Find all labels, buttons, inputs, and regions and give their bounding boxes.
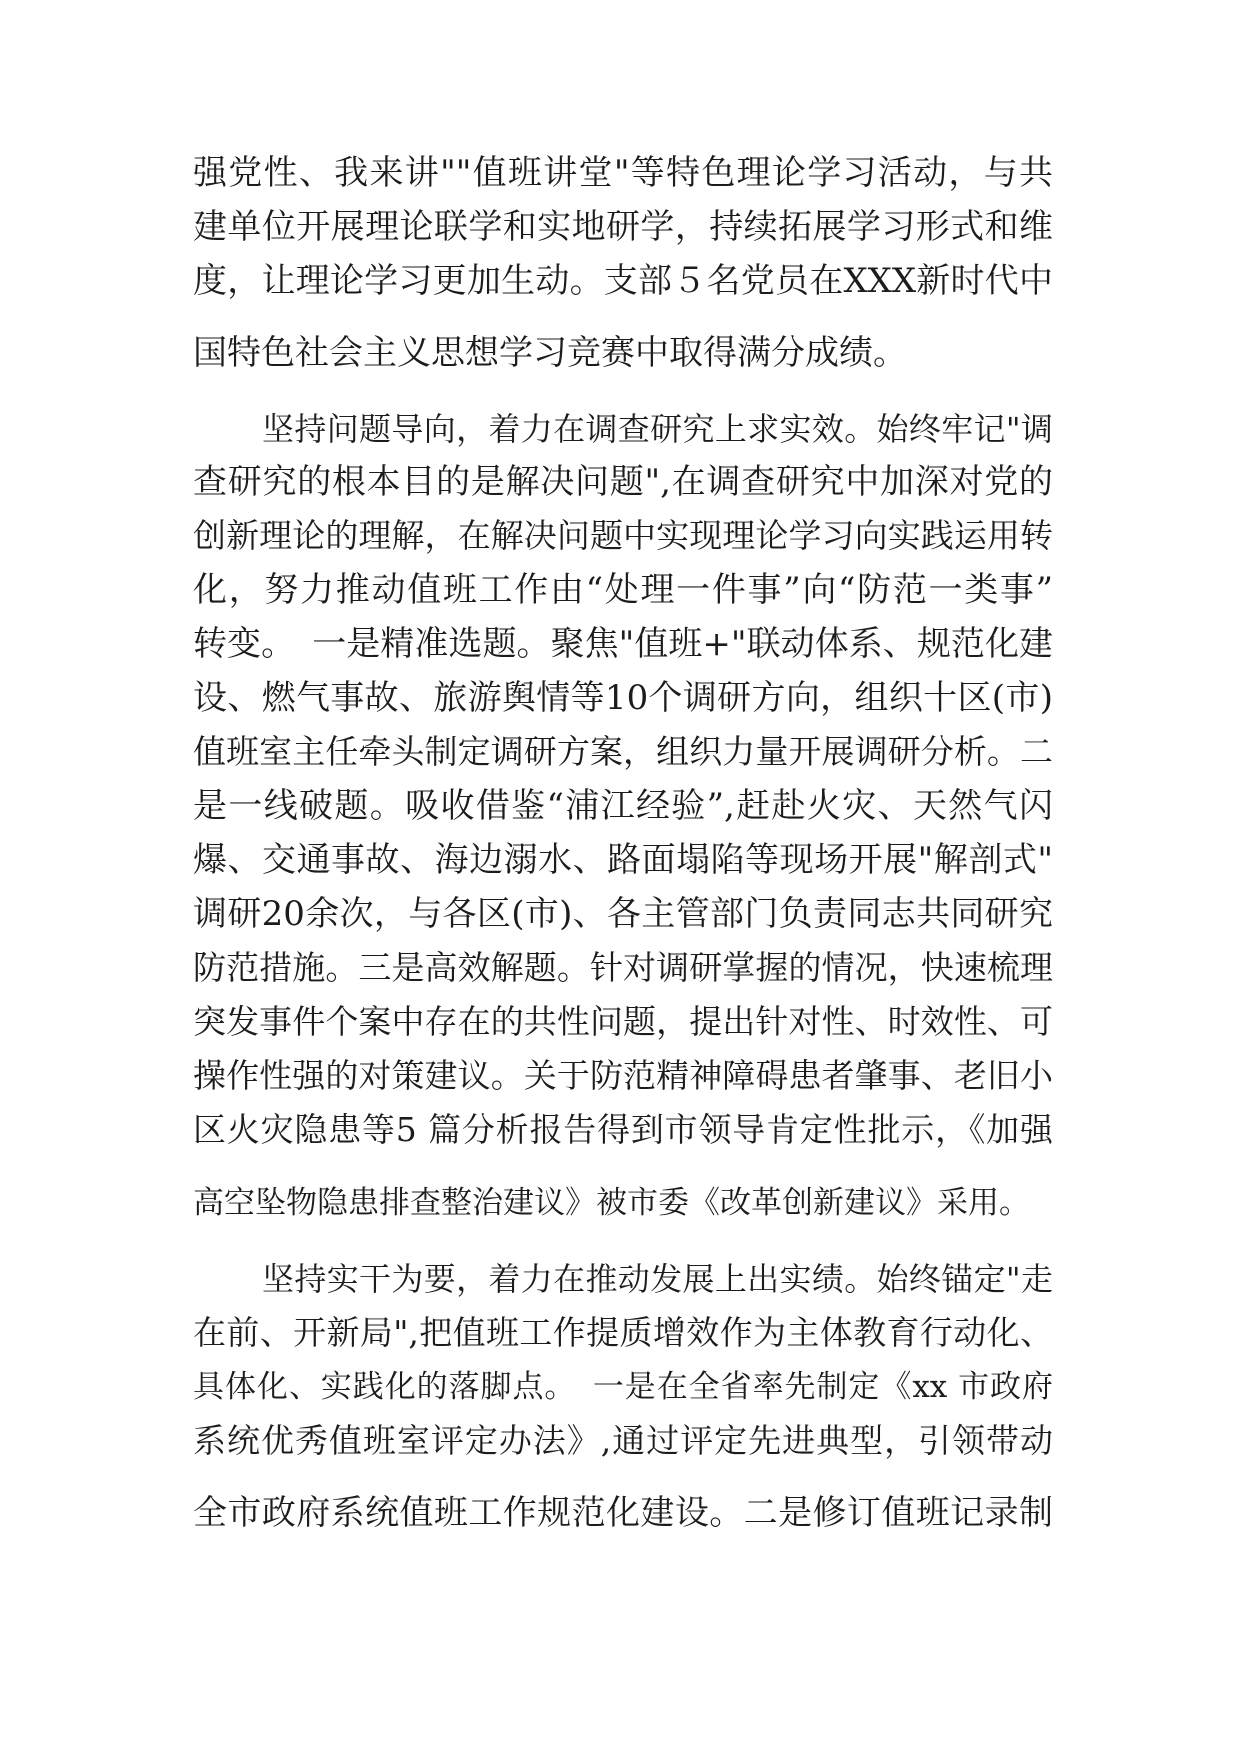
text-line: 设、燃气事故、旅游舆情等10个调研方向，组织十区(市) xyxy=(193,678,1053,718)
text-line: 强党性、我来讲""值班讲堂"等特色理论学习活动，与共 xyxy=(193,153,1053,193)
text-line: 调研20余次，与各区(市)、各主管部门负责同志共同研究 xyxy=(193,894,1053,934)
text-line: 区火灾隐患等5 篇分析报告得到市领导肯定性批示，《加强 xyxy=(193,1110,1053,1149)
text-line: 防范措施。三是高效解题。针对调研掌握的情况，快速梳理 xyxy=(193,948,1053,987)
text-line: 查研究的根本目的是解决问题",在调查研究中加深对党的 xyxy=(193,462,1053,502)
text-line: 具体化、实践化的落脚点。 一是在全省率先制定《xx 市政府 xyxy=(193,1369,1053,1405)
text-line: 化，努力推动值班工作由“处理一件事”向“防范一类事” xyxy=(193,570,1053,610)
text-line: 转变。 一是精准选题。聚焦"值班+"联动体系、规范化建 xyxy=(193,624,1053,664)
text-line: 全市政府系统值班工作规范化建设。二是修订值班记录制 xyxy=(193,1493,1053,1533)
text-line: 度，让理论学习更加生动。支部５名党员在XXX新时代中 xyxy=(193,261,1053,301)
text-line: 系统优秀值班室评定办法》,通过评定先进典型，引领带动 xyxy=(193,1421,1053,1460)
text-line: 创新理论的理解，在解决问题中实现理论学习向实践运用转 xyxy=(193,516,1053,555)
paragraph-first-line: 坚持实干为要，着力在推动发展上出实绩。始终锚定"走 xyxy=(262,1260,1053,1298)
text-line: 高空坠物隐患排查整治建议》被市委《改革创新建议》采用。 xyxy=(193,1185,1030,1221)
text-line: 值班室主任牵头制定调研方案，组织力量开展调研分析。二 xyxy=(193,732,1053,771)
text-line: 建单位开展理论联学和实地研学，持续拓展学习形式和维 xyxy=(193,207,1053,247)
text-line: 突发事件个案中存在的共性问题，提出针对性、时效性、可 xyxy=(193,1002,1053,1041)
text-line: 操作性强的对策建议。关于防范精神障碍患者肇事、老旧小 xyxy=(193,1056,1053,1095)
text-line: 国特色社会主义思想学习竞赛中取得满分成绩。 xyxy=(193,333,907,373)
paragraph-first-line: 坚持问题导向，着力在调查研究上求实效。始终牢记"调 xyxy=(262,410,1053,448)
text-line: 在前、开新局",把值班工作提质增效作为主体教育行动化、 xyxy=(193,1313,1053,1352)
text-line: 爆、交通事故、海边溺水、路面塌陷等现场开展"解剖式" xyxy=(193,840,1053,880)
text-line: 是一线破题。吸收借鉴“浦江经验”,赶赴火灾、天然气闪 xyxy=(193,786,1053,826)
